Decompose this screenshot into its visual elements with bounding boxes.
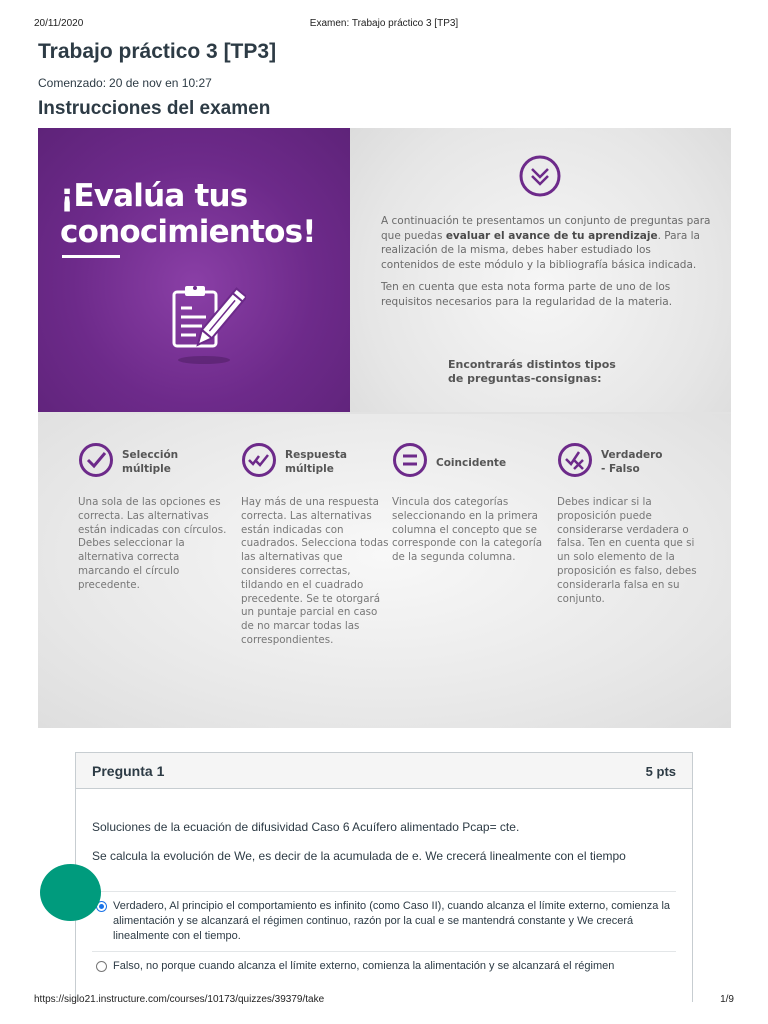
instructions-heading: Instrucciones del examen (38, 98, 271, 119)
instructions-banner (38, 128, 731, 728)
type-description: Una sola de las opciones es correcta. Las alternativas están indicadas con círculos. Debes seleccionar la alternativa correcta marcando el círculo precedente. (78, 496, 227, 591)
banner-title (60, 178, 345, 250)
print-page-number: 1/9 (720, 994, 734, 1005)
type-description: Vincula dos categorías seleccionando en la primera columna el concepto que se corresponde con la categoría de la segunda columna. (392, 496, 543, 564)
answer-divider (92, 951, 676, 952)
started-label: Comenzado: (38, 76, 107, 90)
quiz-title: Trabajo práctico 3 [TP3] (38, 40, 277, 63)
answer-option-falso[interactable] (92, 959, 678, 974)
answer-text: Falso, no porque cuando alcanza el límite externo, comienza la alimentación y se alcanzará el régimen (113, 960, 615, 972)
type-title: Coincidente (436, 457, 507, 469)
print-date: 20/11/2020 (34, 18, 84, 29)
question-name: Pregunta 1 (92, 763, 165, 779)
banner-purple-panel (38, 128, 350, 412)
intro-paragraph-2: Ten en cuenta que esta nota forma parte de uno de los requisitos necesarios para la regularidad de la materia. (381, 281, 673, 308)
print-doc-title: Examen: Trabajo práctico 3 [TP3] (309, 18, 459, 29)
banner-title-underline (62, 255, 120, 258)
type-title: Respuesta múltiple (285, 449, 347, 475)
question-header (76, 753, 692, 789)
type-description: Hay más de una respuesta correcta. Las alternativas están indicadas con cuadrados. Selecciona todas las alternativas que consideres correctas, tildando en el cuadrado precedente. Se te otorgará un puntaje parcial en caso de no marcar todas las correspondientes. (241, 496, 389, 646)
answer-radio[interactable] (96, 961, 107, 972)
intro-paragraph-1: A continuación te presentamos un conjunto de preguntas para que puedas evaluar el avance de tu aprendizaje. Para la realización de la misma, debes haber estudiado los contenidos de este módulo y la bibliografía básica indicada. (381, 215, 711, 271)
type-description: Debes indicar si la proposición puede considerarse verdadera o falsa. Ten en cuenta que si un solo elemento de la proposición es falso, debes considerarla falsa en su conjunto. (557, 496, 697, 605)
answer-divider (92, 891, 676, 892)
double-check-circle-icon (241, 442, 277, 478)
question-points: 5 pts (645, 764, 676, 779)
started-value: 20 de nov en 10:27 (109, 76, 212, 90)
question-card (75, 752, 693, 1002)
banner-intro-panel (350, 128, 731, 412)
answer-option-verdadero[interactable] (92, 899, 678, 944)
question-types-panel (38, 414, 731, 728)
question-text-line1: Soluciones de la ecuación de difusividad Caso 6 Acuífero alimentado Pcap= cte. (92, 820, 520, 834)
double-chevron-down-icon (518, 154, 562, 198)
quiz-started (38, 76, 212, 90)
clipboard-pencil-icon (166, 280, 246, 366)
banner-title-line1: ¡Evalúa tus (60, 178, 248, 214)
equals-circle-icon (392, 442, 428, 478)
type-title: Verdadero - Falso (601, 449, 663, 475)
check-circle-icon (78, 442, 114, 478)
question-text-line2: Se calcula la evolución de We, es decir de la acumulada de e. We crecerá linealmente con el tiempo (92, 849, 626, 863)
check-x-circle-icon (557, 442, 593, 478)
types-heading: Encontrarás distintos tipos de preguntas-consignas: (448, 358, 616, 385)
type-title: Selección múltiple (122, 449, 179, 475)
floating-teal-circle (40, 864, 101, 921)
print-header (34, 18, 734, 30)
banner-intro-text (381, 214, 711, 317)
print-url: https://siglo21.instructure.com/courses/10173/quizzes/39379/take (34, 994, 325, 1005)
answer-text: Verdadero, Al principio el comportamiento es infinito (como Caso II), cuando alcanza el límite externo, comienza la alimentación y se alcanzará el régimen continuo, razón por la cual e se mantendrá constante y We crecerá linealmente con el tiempo. (113, 900, 671, 942)
banner-title-line2: conocimientos! (60, 214, 316, 250)
